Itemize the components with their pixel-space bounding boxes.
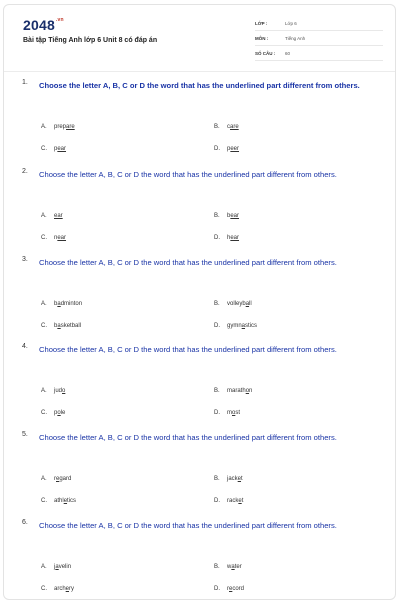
question-item bbox=[4, 256, 395, 342]
option-word bbox=[54, 388, 65, 394]
option-letter: D. bbox=[214, 323, 220, 329]
option-word bbox=[54, 323, 81, 329]
answer-option[interactable] bbox=[214, 498, 243, 504]
option-word bbox=[227, 124, 239, 130]
question-text: Choose the letter A, B, C or D the word that has the underlined part different from others. bbox=[39, 258, 337, 267]
option-word bbox=[227, 498, 243, 504]
underlined-part: a bbox=[241, 323, 246, 329]
header-divider bbox=[4, 71, 395, 72]
underlined-part: e bbox=[56, 476, 60, 482]
word-part: p bbox=[54, 146, 58, 152]
underlined-part: o bbox=[245, 388, 250, 394]
option-word bbox=[54, 498, 76, 504]
word-part: p bbox=[227, 146, 231, 152]
option-letter: A. bbox=[41, 213, 47, 219]
option-letter: D. bbox=[214, 498, 220, 504]
underlined-part: are bbox=[66, 124, 75, 130]
underlined-part: ear bbox=[54, 213, 63, 219]
option-letter: D. bbox=[214, 146, 220, 152]
word-part: n bbox=[54, 235, 58, 241]
option-letter: B. bbox=[214, 388, 220, 394]
answer-option[interactable] bbox=[41, 235, 66, 241]
option-letter: C. bbox=[41, 323, 47, 329]
word-part: m bbox=[227, 410, 232, 416]
page-title: Bài tập Tiếng Anh lớp 6 Unit 8 có đáp án bbox=[23, 37, 158, 44]
option-word bbox=[227, 410, 240, 416]
worksheet-page bbox=[3, 4, 396, 600]
underlined-part: a bbox=[57, 323, 61, 329]
answer-option[interactable] bbox=[41, 498, 76, 504]
meta-row-subject bbox=[255, 31, 383, 46]
option-letter: B. bbox=[214, 301, 220, 307]
question-text: Choose the letter A, B, C or D the word that has the underlined part different from others. bbox=[39, 433, 337, 442]
word-part: rack bbox=[227, 498, 239, 504]
underlined-part: e bbox=[238, 498, 242, 504]
underlined-part: ear bbox=[230, 235, 240, 241]
word-part: tics bbox=[67, 498, 77, 504]
option-letter: B. bbox=[214, 124, 220, 130]
question-number: 2. bbox=[22, 168, 28, 175]
underlined-part: a bbox=[57, 301, 61, 307]
answer-option[interactable] bbox=[41, 388, 65, 394]
answer-option[interactable] bbox=[41, 410, 65, 416]
word-part: volleyb bbox=[227, 301, 246, 307]
option-word bbox=[227, 586, 244, 592]
option-letter: D. bbox=[214, 586, 220, 592]
word-part: marath bbox=[227, 388, 246, 394]
meta-key: SỐ CÂU : bbox=[255, 50, 276, 56]
option-letter: C. bbox=[41, 146, 47, 152]
word-part: dminton bbox=[60, 301, 83, 307]
option-word bbox=[54, 124, 75, 130]
option-letter: A. bbox=[41, 388, 47, 394]
answer-option[interactable] bbox=[214, 564, 242, 570]
question-item bbox=[4, 519, 395, 600]
answer-option[interactable] bbox=[214, 410, 240, 416]
underlined-part: o bbox=[57, 410, 61, 416]
meta-value: Tiếng Anh bbox=[285, 35, 306, 41]
word-part: r bbox=[54, 476, 56, 482]
underlined-part: a bbox=[245, 301, 250, 307]
question-number: 1. bbox=[22, 79, 28, 86]
question-text: Choose the letter A, B, C or D the word that has the underlined part different from others. bbox=[39, 521, 337, 530]
answer-option[interactable] bbox=[214, 301, 252, 307]
word-part: n bbox=[249, 388, 253, 394]
word-part: j bbox=[54, 564, 56, 570]
word-part: b bbox=[54, 323, 58, 329]
option-word bbox=[227, 301, 252, 307]
word-part: sketball bbox=[60, 323, 82, 329]
underlined-part: e bbox=[63, 498, 68, 504]
meta-row-count bbox=[255, 46, 383, 61]
word-part: prep bbox=[54, 124, 67, 130]
option-letter: A. bbox=[41, 476, 47, 482]
logo-suffix: .vn bbox=[55, 17, 64, 23]
answer-option[interactable] bbox=[214, 323, 257, 329]
answer-option[interactable] bbox=[214, 476, 243, 482]
word-part: velin bbox=[58, 564, 72, 570]
underlined-part: e bbox=[237, 476, 242, 482]
option-word bbox=[227, 213, 239, 219]
word-part: gymn bbox=[227, 323, 242, 329]
option-letter: D. bbox=[214, 410, 220, 416]
word-part: t bbox=[241, 498, 244, 504]
word-part: athl bbox=[54, 498, 64, 504]
answer-option[interactable] bbox=[41, 213, 63, 219]
option-letter: A. bbox=[41, 124, 47, 130]
word-part: ter bbox=[234, 564, 242, 570]
answer-option[interactable] bbox=[41, 564, 71, 570]
meta-row-class bbox=[255, 16, 383, 31]
answer-option[interactable] bbox=[41, 124, 75, 130]
question-text: Choose the letter A, B, C or D the word that has the underlined part different from others. bbox=[39, 81, 360, 90]
answer-option[interactable] bbox=[214, 235, 239, 241]
word-part: p bbox=[54, 410, 58, 416]
page-header bbox=[4, 5, 395, 65]
meta-info bbox=[255, 16, 383, 61]
option-word bbox=[227, 476, 243, 482]
word-part: le bbox=[60, 410, 66, 416]
option-word bbox=[227, 388, 252, 394]
answer-option[interactable] bbox=[41, 301, 82, 307]
answer-option[interactable] bbox=[214, 213, 239, 219]
option-letter: B. bbox=[214, 476, 220, 482]
word-part: ry bbox=[69, 586, 75, 592]
word-part: b bbox=[227, 213, 231, 219]
question-item bbox=[4, 79, 395, 165]
question-item bbox=[4, 431, 395, 517]
option-word bbox=[227, 564, 242, 570]
option-letter: C. bbox=[41, 235, 47, 241]
logo-text: 2048 bbox=[23, 17, 55, 33]
word-part: jack bbox=[227, 476, 238, 482]
question-number: 4. bbox=[22, 343, 28, 350]
word-part: r bbox=[227, 586, 229, 592]
option-word bbox=[54, 476, 71, 482]
word-part: c bbox=[227, 124, 230, 130]
answer-option[interactable] bbox=[41, 476, 71, 482]
answer-option[interactable] bbox=[41, 146, 66, 152]
question-item bbox=[4, 168, 395, 254]
option-word bbox=[54, 586, 74, 592]
underlined-part: o bbox=[62, 388, 66, 394]
word-part: jud bbox=[54, 388, 63, 394]
underlined-part: e bbox=[65, 586, 70, 592]
question-number: 3. bbox=[22, 256, 28, 263]
meta-key: LỚP : bbox=[255, 20, 268, 26]
answer-option[interactable] bbox=[214, 586, 244, 592]
word-part: st bbox=[235, 410, 241, 416]
answer-option[interactable] bbox=[41, 323, 81, 329]
option-word bbox=[227, 146, 239, 152]
answer-option[interactable] bbox=[214, 146, 239, 152]
option-letter: C. bbox=[41, 498, 47, 504]
underlined-part: e bbox=[229, 586, 233, 592]
meta-value: 60 bbox=[285, 50, 291, 56]
word-part: w bbox=[227, 564, 232, 570]
word-part: b bbox=[54, 301, 58, 307]
option-word bbox=[54, 235, 66, 241]
option-letter: A. bbox=[41, 301, 47, 307]
word-part: stics bbox=[245, 323, 258, 329]
underlined-part: ear bbox=[57, 146, 67, 152]
option-word bbox=[227, 323, 257, 329]
option-word bbox=[54, 146, 66, 152]
option-word bbox=[54, 564, 71, 570]
underlined-part: ear bbox=[57, 235, 67, 241]
option-letter: C. bbox=[41, 410, 47, 416]
answer-option[interactable] bbox=[214, 388, 252, 394]
meta-value: Lớp 6 bbox=[285, 20, 297, 26]
option-letter: B. bbox=[214, 564, 220, 570]
underlined-part: a bbox=[55, 564, 59, 570]
underlined-part: ear bbox=[230, 213, 240, 219]
word-part: t bbox=[241, 476, 243, 482]
option-word bbox=[54, 213, 63, 219]
option-letter: A. bbox=[41, 564, 47, 570]
underlined-part: a bbox=[231, 564, 235, 570]
underlined-part: are bbox=[230, 124, 239, 130]
option-letter: C. bbox=[41, 586, 47, 592]
word-part: h bbox=[227, 235, 231, 241]
option-word bbox=[54, 410, 65, 416]
question-number: 6. bbox=[22, 519, 28, 526]
word-part: gard bbox=[59, 476, 72, 482]
underlined-part: eer bbox=[230, 146, 240, 152]
meta-key: MÔN : bbox=[255, 35, 269, 41]
answer-option[interactable] bbox=[41, 586, 74, 592]
option-letter: B. bbox=[214, 213, 220, 219]
word-part: arch bbox=[54, 586, 66, 592]
question-text: Choose the letter A, B, C or D the word that has the underlined part different from others. bbox=[39, 345, 337, 354]
answer-option[interactable] bbox=[214, 124, 239, 130]
option-word bbox=[227, 235, 239, 241]
site-logo[interactable] bbox=[23, 17, 64, 33]
option-letter: D. bbox=[214, 235, 220, 241]
option-word bbox=[54, 301, 82, 307]
underlined-part: o bbox=[232, 410, 236, 416]
question-text: Choose the letter A, B, C or D the word that has the underlined part different from others. bbox=[39, 170, 337, 179]
question-item bbox=[4, 343, 395, 429]
question-number: 5. bbox=[22, 431, 28, 438]
word-part: cord bbox=[232, 586, 245, 592]
word-part: ll bbox=[249, 301, 252, 307]
